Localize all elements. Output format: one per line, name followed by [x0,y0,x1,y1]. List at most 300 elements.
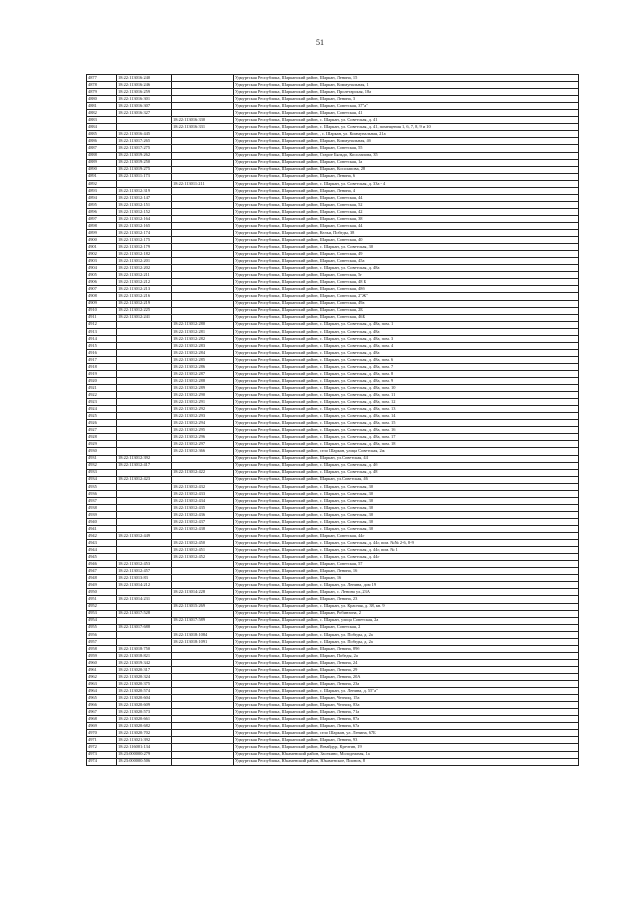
row-number-cell: 4898 [87,222,117,229]
building-cadastral-number-cell: 18:22:113012:296 [172,434,234,441]
land-cadastral-number-cell: 18:22:113020:573 [117,709,172,716]
table-row [87,673,579,680]
land-cadastral-number-cell [117,554,172,561]
table-row [87,222,579,229]
building-cadastral-number-cell: 18:22:113016:330 [172,117,234,124]
land-cadastral-number-cell: 18:22:113011:173 [117,173,172,180]
building-cadastral-number-cell [172,89,234,96]
building-cadastral-number-cell [172,702,234,709]
row-number-cell: 4915 [87,342,117,349]
table-row [87,145,579,152]
building-cadastral-number-cell: 18:22:113014:228 [172,589,234,596]
table-row [87,610,579,617]
building-cadastral-number-cell: 18:22:113012:432 [172,483,234,490]
row-number-cell: 4943 [87,540,117,547]
table-row [87,638,579,645]
table-row [87,131,579,138]
building-cadastral-number-cell [172,737,234,744]
table-row [87,547,579,554]
building-cadastral-number-cell: 18:22:113012:437 [172,518,234,525]
row-number-cell: 4887 [87,145,117,152]
table-row [87,194,579,201]
address-cell: Удмуртская Республика, Шарканский район, Шаркан, Робинзона, 2 [234,610,579,617]
table-row [87,554,579,561]
row-number-cell: 4890 [87,166,117,173]
land-cadastral-number-cell: 18:23:000000:506 [117,758,172,765]
row-number-cell: 4879 [87,89,117,96]
table-row [87,399,579,406]
address-cell: Удмуртская Республика, Шарканский район, с. Шаркан, ул. Советская, д. 33а - 4 [234,180,579,187]
building-cadastral-number-cell [172,293,234,300]
land-cadastral-number-cell [117,617,172,624]
address-cell: Удмуртская Республика, Шарканский район, с. Шаркан, ул. Советская, д. 48а, пом. 7 [234,363,579,370]
building-cadastral-number-cell [172,131,234,138]
address-cell: Удмуртская Республика, Шарканский район, с. Шаркан, ул. Ленина, д. 55"а" [234,688,579,695]
land-cadastral-number-cell: 18:22:113020:574 [117,688,172,695]
table-row [87,596,579,603]
address-cell: Удмуртская Республика, Шарканский район, с. Шаркан, ул. Советская, 30 [234,490,579,497]
land-cadastral-number-cell [117,349,172,356]
land-cadastral-number-cell: 18:23:000000:279 [117,751,172,758]
table-row [87,518,579,525]
row-number-cell: 4894 [87,194,117,201]
land-cadastral-number-cell [117,469,172,476]
building-cadastral-number-cell: 18:22:113012:435 [172,504,234,511]
address-cell: Удмуртская Республика, Шарканский район, Шаркан, с. Ленина ул.,23А [234,589,579,596]
address-cell: Удмуртская Республика, Шарканский район, Шаркан, Советская, 49а [234,300,579,307]
land-cadastral-number-cell [117,335,172,342]
table-row [87,328,579,335]
address-cell: Удмуртская Республика, Шарканский район, Шаркан, Пролетарская, 18а [234,89,579,96]
building-cadastral-number-cell [172,476,234,483]
land-cadastral-number-cell [117,504,172,511]
table-row [87,744,579,751]
building-cadastral-number-cell [172,645,234,652]
row-number-cell: 4893 [87,187,117,194]
row-number-cell: 4931 [87,455,117,462]
land-cadastral-number-cell: 18:22:113020:604 [117,695,172,702]
land-cadastral-number-cell [117,363,172,370]
table-row [87,751,579,758]
table-row [87,420,579,427]
land-cadastral-number-cell: 18:22:113014:212 [117,582,172,589]
table-row [87,307,579,314]
row-number-cell: 4906 [87,279,117,286]
row-number-cell: 4957 [87,638,117,645]
land-cadastral-number-cell: 18:22:113012:151 [117,201,172,208]
land-cadastral-number-cell [117,497,172,504]
land-cadastral-number-cell [117,518,172,525]
building-cadastral-number-cell [172,75,234,82]
land-cadastral-number-cell: 18:22:113012:212 [117,279,172,286]
table-row [87,723,579,730]
land-cadastral-number-cell: 18:22:113012:201 [117,258,172,265]
building-cadastral-number-cell: 18:22:113012:286 [172,363,234,370]
land-cadastral-number-cell: 18:22:113012:216 [117,293,172,300]
table-row [87,237,579,244]
land-cadastral-number-cell: 18:22:113016:246 [117,82,172,89]
row-number-cell: 4932 [87,462,117,469]
address-cell: Удмуртская Республика, Шарканский район, с. Шаркан, ул. Советская, д. 48а, пом. 16 [234,427,579,434]
land-cadastral-number-cell: 18:22:113012:457 [117,568,172,575]
address-cell: Удмуртская Республика, Шарканский район, с. Шаркан, ул. Советская, д. 48а, пом. 4 [234,342,579,349]
row-number-cell: 4927 [87,427,117,434]
row-number-cell: 4974 [87,758,117,765]
table-row [87,645,579,652]
row-number-cell: 4941 [87,526,117,533]
land-cadastral-number-cell: 18:22:113016:445 [117,131,172,138]
address-cell: Удмуртская Республика, Шарканский район, Шаркан, Советская, 40 [234,237,579,244]
land-cadastral-number-cell [117,448,172,455]
address-cell: Удмуртская Республика, Шарканский район, с. Шаркан, ул. Советская, д. 48а, пом. 14 [234,413,579,420]
land-cadastral-number-cell [117,385,172,392]
address-cell: Удмуртская Республика, Шарканский район, Шаркан, Ленина, 23а [234,681,579,688]
table-row [87,533,579,540]
building-cadastral-number-cell [172,251,234,258]
building-cadastral-number-cell [172,307,234,314]
land-cadastral-number-cell: 18:22:113012:147 [117,194,172,201]
table-row [87,575,579,582]
address-cell: Удмуртская Республика, Шарканский район, с. Шаркан, ул. Советская, д. 48а, пом. 3 [234,335,579,342]
land-cadastral-number-cell: 18:22:113012:152 [117,208,172,215]
table-row [87,624,579,631]
land-cadastral-number-cell: 18:22:113012:182 [117,251,172,258]
land-cadastral-number-cell [117,406,172,413]
land-cadastral-number-cell [117,526,172,533]
land-cadastral-number-cell [117,490,172,497]
table-row [87,434,579,441]
table-row [87,490,579,497]
row-number-cell: 4908 [87,293,117,300]
address-cell: Удмуртская Республика, Юкаменский район, Юкаменское, Пионов, 8 [234,758,579,765]
row-number-cell: 4889 [87,159,117,166]
building-cadastral-number-cell [172,300,234,307]
row-number-cell: 4902 [87,251,117,258]
building-cadastral-number-cell [172,758,234,765]
address-cell: Удмуртская Республика, Шарканский район, с. Шаркан, ул. Советская, д. 48а, пом. 15 [234,420,579,427]
land-cadastral-number-cell: 18:22:113019:342 [117,659,172,666]
building-cadastral-number-cell: 18:22:113012:295 [172,427,234,434]
land-cadastral-number-cell: 18:22:113020:682 [117,723,172,730]
table-row [87,370,579,377]
address-cell: Удмуртская Республика, Шарканский район, Шаркан, ул.Советская, 46 [234,476,579,483]
table-row [87,385,579,392]
table-body [87,75,579,766]
table-row [87,476,579,483]
table-row [87,208,579,215]
address-cell: Удмуртская Республика, Шарканский район, с. Шаркан, ул. Советская, 30 [234,526,579,533]
table-row [87,666,579,673]
table-row [87,659,579,666]
building-cadastral-number-cell: 18:22:113012:291 [172,399,234,406]
address-cell: Удмуртская Республика, Шарканский район, Шаркан, Советская, 44 [234,194,579,201]
building-cadastral-number-cell [172,582,234,589]
building-cadastral-number-cell: 18:22:113012:450 [172,540,234,547]
address-cell: Удмуртская Республика, Шарканский район, Шаркан, Советская, 55 [234,145,579,152]
building-cadastral-number-cell [172,265,234,272]
building-cadastral-number-cell: 18:22:113012:281 [172,328,234,335]
building-cadastral-number-cell [172,673,234,680]
row-number-cell: 4877 [87,75,117,82]
address-cell: Удмуртская Республика, Шарканский район, с. Шаркан, ул. Советская, д. 48 [234,469,579,476]
table-row [87,201,579,208]
building-cadastral-number-cell: 18:22:113012:289 [172,385,234,392]
land-cadastral-number-cell: 18:22:116001:134 [117,744,172,751]
building-cadastral-number-cell [172,681,234,688]
row-number-cell: 4939 [87,511,117,518]
row-number-cell: 4959 [87,652,117,659]
address-cell: Удмуртская Республика, Шарканский район, Шаркан, Коммунальная, 1 [234,82,579,89]
row-number-cell: 4896 [87,208,117,215]
building-cadastral-number-cell [172,152,234,159]
address-cell: Удмуртская Республика, Шарканский район, с. Шаркан, ул. Победы, д. 2а [234,631,579,638]
table-row [87,335,579,342]
row-number-cell: 4942 [87,533,117,540]
table-row [87,363,579,370]
table-row [87,180,579,187]
table-row [87,272,579,279]
address-cell: Удмуртская Республика, Шарканский район, Шаркан, Ленина, 16 [234,568,579,575]
land-cadastral-number-cell: 18:22:113012:175 [117,237,172,244]
building-cadastral-number-cell: 18:22:113012:283 [172,342,234,349]
address-cell: Удмуртская Республика, Шарканский район, Шаркан, Ленина, 89б [234,645,579,652]
table-row [87,511,579,518]
land-cadastral-number-cell: 18:22:113020:661 [117,716,172,723]
building-cadastral-number-cell: 18:22:113012:294 [172,420,234,427]
building-cadastral-number-cell [172,568,234,575]
land-cadastral-number-cell: 18:22:113012:319 [117,187,172,194]
building-cadastral-number-cell: 18:22:113012:452 [172,554,234,561]
building-cadastral-number-cell: 18:22:113012:434 [172,497,234,504]
row-number-cell: 4910 [87,307,117,314]
land-cadastral-number-cell [117,342,172,349]
row-number-cell: 4921 [87,385,117,392]
address-cell: Удмуртская Республика, Шарканский район, , с. Шаркан, ул. Коммунальная, 21а [234,131,579,138]
building-cadastral-number-cell: 18:22:113012:287 [172,370,234,377]
land-cadastral-number-cell: 18:22:113013:83 [117,575,172,582]
land-cadastral-number-cell [117,511,172,518]
row-number-cell: 4948 [87,575,117,582]
building-cadastral-number-cell: 18:22:113012:436 [172,511,234,518]
land-cadastral-number-cell [117,392,172,399]
row-number-cell: 4962 [87,673,117,680]
table-row [87,709,579,716]
building-cadastral-number-cell [172,244,234,251]
land-cadastral-number-cell [117,631,172,638]
address-cell: Удмуртская Республика, Шарканский район, с. Шаркан, ул. Советская, 30 [234,497,579,504]
address-cell: Удмуртская Республика, Шарканский район, Шаркан, Ленина, 71а [234,709,579,716]
building-cadastral-number-cell: 18:22:113012:282 [172,335,234,342]
table-row [87,159,579,166]
row-number-cell: 4934 [87,476,117,483]
row-number-cell: 4952 [87,603,117,610]
row-number-cell: 4947 [87,568,117,575]
row-number-cell: 4882 [87,110,117,117]
address-cell: Удмуртская Республика, Шарканский район, село Шаркан, ул. Ленина, 67Б [234,730,579,737]
table-row [87,582,579,589]
address-cell: Удмуртская Республика, Шарканский район, Шаркан, Советская, 5г [234,272,579,279]
table-row [87,504,579,511]
building-cadastral-number-cell [172,286,234,293]
row-number-cell: 4928 [87,434,117,441]
row-number-cell: 4892 [87,180,117,187]
row-number-cell: 4938 [87,504,117,511]
land-cadastral-number-cell: 18:22:113012:449 [117,533,172,540]
row-number-cell: 4895 [87,201,117,208]
address-cell: Удмуртская Республика, Шарканский район, с. Шаркан, ул. Советская, д. 48а, пом. 1 [234,321,579,328]
table-row [87,166,579,173]
row-number-cell: 4954 [87,617,117,624]
building-cadastral-number-cell: 18:22:113012:293 [172,413,234,420]
address-cell: Удмуртская Республика, Шарканский район, Шаркан, 16 [234,575,579,582]
land-cadastral-number-cell: 18:22:113012:241 [117,314,172,321]
land-cadastral-number-cell: 18:22:113019:250 [117,159,172,166]
land-cadastral-number-cell: 18:22:113012:202 [117,265,172,272]
land-cadastral-number-cell: 18:22:113016:259 [117,89,172,96]
address-cell: Удмуртская Республика, Шарканский район, Шаркан, Ленина, 93 [234,737,579,744]
page-number: 51 [316,38,324,47]
building-cadastral-number-cell [172,201,234,208]
table-row [87,413,579,420]
address-cell: Удмуртская Республика, Шарканский район, Шаркан, Советская, 49 [234,251,579,258]
building-cadastral-number-cell: 18:22:113012:285 [172,356,234,363]
address-cell: Удмуртская Республика, Шарканский район, Шаркан, Советская, 52 [234,201,579,208]
building-cadastral-number-cell [172,610,234,617]
land-cadastral-number-cell: 18:22:113012:392 [117,455,172,462]
address-cell: Удмуртская Республика, Шарканский район, Шаркан, Советская, 2 [234,624,579,631]
table-row [87,497,579,504]
building-cadastral-number-cell [172,166,234,173]
address-cell: Удмуртская Республика, Шарканский район, Шаркан, Ленина, 20А [234,673,579,680]
table-row [87,286,579,293]
building-cadastral-number-cell [172,194,234,201]
land-cadastral-number-cell: 18:22:113020:609 [117,702,172,709]
address-cell: Удмуртская Республика, Шарканский район, с. Шаркан, ул. Красная, д. 38, кв. 9 [234,603,579,610]
address-cell: Удмуртская Республика, Шарканский район, с. Шаркан, ул. Советская, д. 48а [234,328,579,335]
row-number-cell: 4899 [87,230,117,237]
building-cadastral-number-cell [172,624,234,631]
table-row [87,96,579,103]
row-number-cell: 4878 [87,82,117,89]
address-cell: Удмуртская Республика, Шарканский район, Кельи, Победы, 38 [234,230,579,237]
row-number-cell: 4924 [87,406,117,413]
building-cadastral-number-cell [172,279,234,286]
building-cadastral-number-cell: 18:22:113012:292 [172,406,234,413]
address-cell: Удмуртская Республика, Шарканский район, с. Шаркан, ул. Советская, д. 44г, пом. № 1 [234,547,579,554]
row-number-cell: 4970 [87,730,117,737]
land-cadastral-number-cell: 18:22:113020:324 [117,673,172,680]
address-cell: Удмуртская Республика, Шарканский район, с. Шаркан, ул. Советская, д. 48а, пом. 18 [234,441,579,448]
address-cell: Удмуртская Республика, Шарканский район, Шаркан, Советская, 46Б [234,314,579,321]
building-cadastral-number-cell [172,716,234,723]
address-cell: Удмуртская Республика, Шарканский район, с. Шаркан, ул. Советская, д. 48а, пом. 11 [234,392,579,399]
address-cell: Удмуртская Республика, Шарканский район, с. Шаркан, ул. Советская, д. 48а, пом. 6 [234,356,579,363]
table-row [87,356,579,363]
building-cadastral-number-cell: 18:22:113017:589 [172,617,234,624]
building-cadastral-number-cell: 18:22:113011:211 [172,180,234,187]
address-cell: Удмуртская Республика, Шарканский район, с. Шаркан, ул. Советская, д. 48а [234,265,579,272]
address-cell: Удмуртская Республика, Шарканский район, Шаркан, Советская, 44 [234,222,579,229]
building-cadastral-number-cell [172,110,234,117]
row-number-cell: 4925 [87,413,117,420]
address-cell: Удмуртская Республика, Шарканский район, Старое Бяльдо, Косолапова, 35 [234,152,579,159]
building-cadastral-number-cell [172,222,234,229]
row-number-cell: 4886 [87,138,117,145]
table-row [87,321,579,328]
row-number-cell: 4920 [87,378,117,385]
table-row [87,462,579,469]
address-cell: Удмуртская Республика, Шарканский район, Шаркан, Ленина, 24 [234,659,579,666]
land-cadastral-number-cell [117,589,172,596]
land-cadastral-number-cell: 18:22:113012:453 [117,561,172,568]
address-cell: Удмуртская Республика, Шарканский район, с. Шаркан, ул. Советская, д. 41, помещения 1, 6, 7, 8, 9 и 10 [234,124,579,131]
table-row [87,406,579,413]
table-row [87,688,579,695]
address-cell: Удмуртская Республика, Шарканский район, Шаркан, Чепчиц, 83а [234,702,579,709]
row-number-cell: 4956 [87,631,117,638]
table-row [87,215,579,222]
land-cadastral-number-cell: 18:22:113018:750 [117,645,172,652]
row-number-cell: 4973 [87,751,117,758]
land-cadastral-number-cell: 18:22:113021:392 [117,737,172,744]
land-cadastral-number-cell: 18:22:113017:275 [117,145,172,152]
table-row [87,589,579,596]
land-cadastral-number-cell: 18:22:113016:240 [117,75,172,82]
row-number-cell: 4914 [87,335,117,342]
table-row [87,251,579,258]
address-cell: Удмуртская Республика, Шарканский район, Шаркан, Советская, 38 [234,215,579,222]
row-number-cell: 4912 [87,321,117,328]
address-cell: Удмуртская Республика, Шарканский район, с. Шаркан, ул. Советская, д. 4б [234,462,579,469]
building-cadastral-number-cell [172,695,234,702]
property-register-table [86,74,579,766]
building-cadastral-number-cell [172,82,234,89]
address-cell: Удмуртская Республика, Шарканский район, с. Шаркан, ул. Победы, д. 2а [234,638,579,645]
land-cadastral-number-cell: 18:22:113020:317 [117,666,172,673]
land-cadastral-number-cell: 18:22:113012:423 [117,476,172,483]
row-number-cell: 4933 [87,469,117,476]
building-cadastral-number-cell: 18:22:113012:433 [172,490,234,497]
table-row [87,378,579,385]
row-number-cell: 4905 [87,272,117,279]
address-cell: Удмуртская Республика, Шарканский район, с. Шаркан, ул. Советская, д. 48а, пом. 12 [234,399,579,406]
land-cadastral-number-cell: 18:22:113017:528 [117,610,172,617]
land-cadastral-number-cell [117,378,172,385]
building-cadastral-number-cell [172,159,234,166]
address-cell: Удмуртская Республика, Шарканский район, с. Шаркан, ул. Советская, д. 44г, пом. №№ 2-6, 8-9 [234,540,579,547]
land-cadastral-number-cell: 18:22:113012:225 [117,307,172,314]
address-cell: Удмуртская Республика, Юкаменский район, Засекино, Молодежная, 1а [234,751,579,758]
table-row [87,124,579,131]
table-row [87,427,579,434]
building-cadastral-number-cell [172,730,234,737]
land-cadastral-number-cell: 18:22:113019:262 [117,152,172,159]
address-cell: Удмуртская Республика, Шарканский район, Шаркан, Советская, 48 Б [234,279,579,286]
row-number-cell: 4884 [87,124,117,131]
table-row [87,681,579,688]
address-cell: Удмуртская Республика, Шарканский район, с. Шаркан, ул. Советская, 30 [234,511,579,518]
row-number-cell: 4961 [87,666,117,673]
row-number-cell: 4937 [87,497,117,504]
land-cadastral-number-cell [117,434,172,441]
address-cell: Удмуртская Республика, Шарканский район, с. Шаркан, ул. Ленина, дом 19 [234,582,579,589]
table-row [87,103,579,110]
table-row [87,342,579,349]
row-number-cell: 4919 [87,370,117,377]
building-cadastral-number-cell: 18:22:113018:1084 [172,631,234,638]
address-cell: Удмуртская Республика, Шарканский район, с. Шаркан, ул. Советская, д. 48а, пом. 13 [234,406,579,413]
row-number-cell: 4891 [87,173,117,180]
